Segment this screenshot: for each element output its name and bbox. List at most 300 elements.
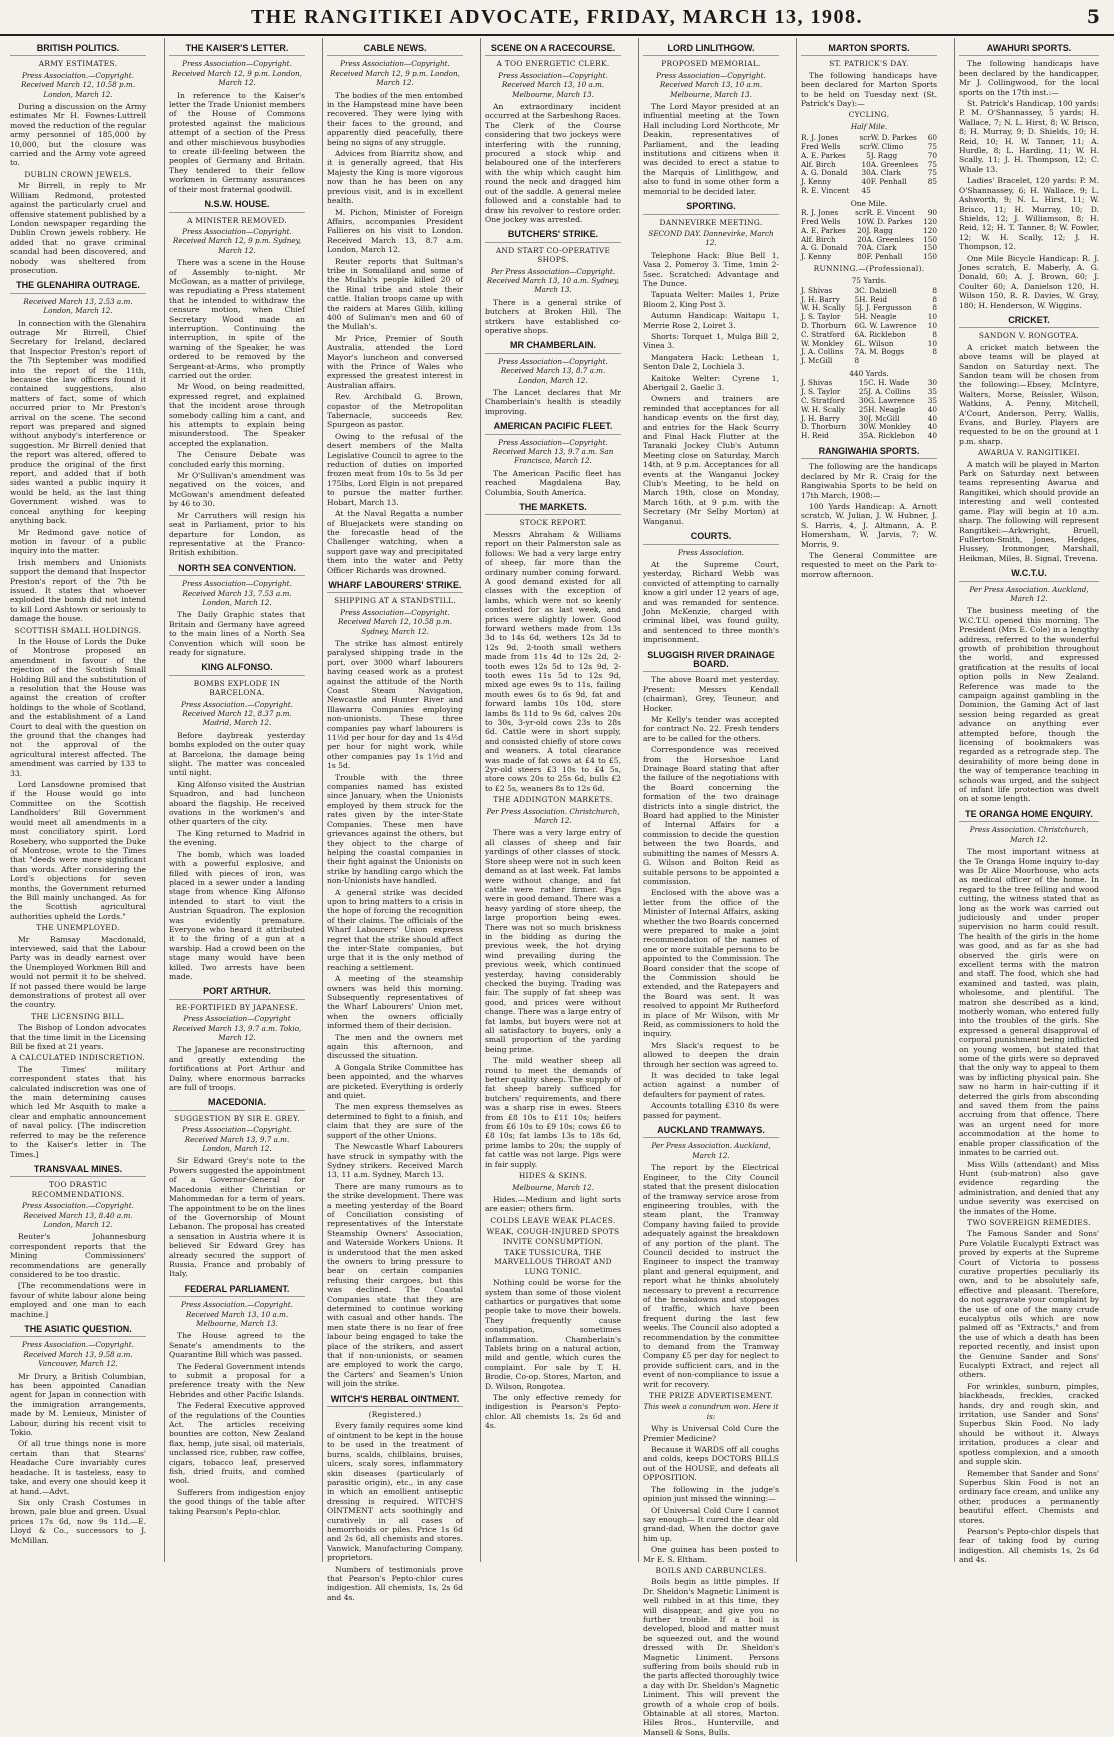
handicap-mark: 30 [858, 422, 869, 432]
article-paragraph: Owing to the refusal of the desert members of the Malta Legislative Council to agree to the reduction of duties on imported frozen meat from 10s to 5s 3d per 175lbs, Lord Elgin is not prepared to pursue the matter further. Hobart, March 13. [327, 431, 463, 507]
competitor-name: J. Kenny [801, 177, 832, 187]
handicap-mark: 40 [927, 431, 937, 441]
article-paragraph: The bomb, which was loaded with a powerful explosive, and filled with pieces of iron, was placed in a sewer under a landing stage from whence King Alfonso intended to start to visit the Austrian Squadron. The explosion was evidently premature. Everyone who heard it attributed it to the firing of a gun at a warship. Had a crowd been on the stage many would have been killed. Two arrests have been made. [169, 849, 305, 981]
article-paragraph: The Japanese are reconstructing and greatly extending the fortifications at Port Arthur and Dalny, where enormous barracks are full of troops. [169, 1045, 305, 1093]
article-paragraph: The Famous Sander and Sons' Pure Volatile Eucalypti Extract was proved by experts at the Supreme Court of Victoria to possess curative properties peculiarly its own, and to be absolutely safe, effective and pleasant. Therefore, do not aggravate your complaint by the use of one of the many crude eucalyptus oils which are now palmed off as "Extracts," and from the use of which a death has been reported recently, and insist upon the Genuine Sander and Sons' Eucalypti Extract, and reject all others. [959, 1229, 1099, 1380]
article-paragraph: For wrinkles, sunburn, pimples, blackheads, freckles, cracked hands, dry and rough skin, and irritation, use Sander and Sons' Superbus Skin Food. No lady should be without it. Always irritation, produces a clear and spotless complexion, and a smooth and supple skin. [959, 1381, 1099, 1467]
article-headline: THE KAISER'S LETTER. [169, 44, 305, 56]
competitor-name: W. D. Parkes [866, 217, 913, 227]
article [485, 795, 621, 1169]
article-headline: SLUGGISH RIVER DRAINAGE BOARD. [643, 651, 779, 673]
article-byline: Press Association.—Copyright. Received March 12, 10.58 p.m. London, March 12. [20, 70, 136, 99]
article [959, 569, 1099, 804]
competitor-name: A. Greenlees [866, 234, 914, 244]
article [169, 987, 305, 1092]
article-paragraph: Autumn Handicap: Waitapu 1, Merrie Rose 2, Loiret 3. [643, 311, 779, 330]
article-byline: Per Press Association—Copyright. Received March 13, 10 a.m. Sydney, March 13. [486, 266, 620, 295]
competitor-name: D. Thorburn [801, 321, 847, 331]
article-headline: NORTH SEA CONVENTION. [169, 564, 305, 576]
article-paragraph: Sufferers from indigestion enjoy the good things of the table after taking Pearson's Pepto-chlor. [169, 1487, 305, 1516]
article-paragraph: One Mile Bicycle Handicap: R. J. Jones scratch, E. Maberly, A. G. Donald, 60; A. J. Brown, 60; J. Coulter 60; A. Danielson 120, H. Wilson 150, R. R. Davies, W. Gray, 180; H. Henderson, W. Wiggins. [959, 253, 1099, 310]
handicap-mark: 75 [927, 142, 937, 152]
article-subheading: ARMY ESTIMATES. [38, 59, 118, 69]
handicap-mark: 5 [854, 303, 860, 313]
article-subheading: THE LICENSING BILL. [31, 1011, 125, 1021]
competitor-name: H. Reid [801, 431, 829, 441]
article-subheading: DANNEVIRKE MEETING. [659, 217, 763, 227]
article-subheading: SCOTTISH SMALL HOLDINGS. [14, 625, 142, 635]
article-headline: TRANSVAAL MINES. [10, 1165, 146, 1177]
article [485, 44, 621, 224]
article-subheading: THE ADDINGTON MARKETS. [493, 795, 613, 805]
table-caption: One Mile. [850, 198, 888, 208]
article-subheading: AWARUA V. RANGITIKEI. [977, 448, 1081, 458]
handicap-mark: 75 [927, 159, 937, 169]
article-byline: SECOND DAY. Dannevirke, March 12. [648, 228, 774, 248]
article-paragraph: There is a general strike of butchers at Broken Hill. The strikers have established co-operative shops. [485, 297, 621, 335]
article-paragraph: A general strike was decided upon to bring matters to a crisis in the hope of forcing the recognition of their claims. The officials of the Wharf Labourers' Union express regret that the strike should affect the inter-State companies, but urge that it is the only method of reaching a settlement. [327, 887, 463, 972]
article-paragraph: An extraordinary incident occurred at the Sarbeshong Races. The Clerk of the Course considering that two jockeys were interfering with the running, procured a stock whip and belaboured one of the interferers with the whip which caught him round the neck and dragged him out of the saddle. A general melee followed and a constable had to draw his revolver to restore order. One jockey was arrested. [485, 102, 621, 224]
article [643, 44, 779, 196]
competitor-name: Fred Wells [801, 142, 841, 152]
article-paragraph: Correspondence was received from the Horseshoe Land Drainage Board stating that after the failure of the negotiations with the Board concerning the formation of the two drainage districts into a single district, the Board had applied to the Minister of Internal Affairs for a commission to decide the question between the two Boards, and submitting the names of Messrs A. G. Wilson and Bolton Reid as suitable persons to be appointed a commission. [643, 745, 779, 886]
competitor-name: A. M. Boggs [859, 347, 905, 357]
competitor-name: R. J. Jones [801, 133, 839, 143]
article [10, 170, 146, 275]
handicap-mark: 30 [861, 168, 871, 178]
article [959, 1218, 1099, 1565]
competitor-name: A. Ricklebon [859, 329, 906, 339]
competitor-name: Alf. Birch [801, 159, 836, 169]
competitor-name: J. A. Collins [868, 387, 911, 397]
article-paragraph: A match will be played in Marton Park on Saturday next between teams representing Awarua and Rangitikei, which should provide an interesting and well contested game. Play will begin at 10 a.m. sharp. The following will represent Rangitikei:—Arkwright, Bruell, Fullerton-Smith, Jones, Hedges, Hussey, Ironmonger, Marshall, Heikman, Miles, B. Signal, Trevena. [959, 459, 1099, 563]
article-paragraph: Of Universal Cold Cure I cannot say enough— It cured the dear old grand-dad, When the doctor gave him up. [643, 1505, 779, 1543]
article-subheading: AND START CO-OPERATIVE SHOPS. [495, 245, 611, 265]
handicap-mark: scr [855, 208, 867, 218]
article-paragraph: The General Committee are requested to meet on the Park to-morrow afternoon. [801, 551, 937, 579]
article-paragraph: Of all true things none is more certain than that Stearns' Headache Cure invariably cures headache. It is tasteless, easy to take, and every one should keep it at hand.—Advt. [10, 1439, 146, 1496]
article-paragraph: The following are the handicaps declared by Mr R. Craig for the Rangiwahia Sports to be held on 17th March, 1908:— [801, 462, 937, 500]
handicap-mark: 8 [854, 356, 860, 366]
article-paragraph: 100 Yards Handicap: A. Arnott scratch, W. Julian, J. W. Hubner, J. S. Harris, 4, J. Altmann, A. P. Homersham, W. Jarvis, 7; W. Morris, 9. [801, 502, 937, 549]
article-paragraph: Kaitoke Welter: Cyrene 1, Aberigail 2, Gaelic 3. [643, 373, 779, 392]
competitor-name: J. S. Taylor [801, 387, 841, 397]
article-subheading: STOCK REPORT. [519, 518, 587, 528]
competitor-name: J. Ragg [870, 150, 898, 160]
article-paragraph: Mr Wood, on being readmitted, expressed regret, and explained that the incident arose through somebody calling him a cant, and his attempts to explain being misunderstood. The Speaker accepted the explanation. [169, 382, 305, 448]
handicap-mark: scr [859, 142, 871, 152]
article-paragraph: Owners and trainers are reminded that acceptances for all handicap events on the first day, and entries for the Hack Scurry and Final Hack Flutter at the Taranaki Jockey Club's Autumn Meeting close on Saturday, March 14th, at 9 p.m. Acceptances for all events at the Wanganui Jockey Club's Meeting, to be held on March 19th, close on Monday, March 16th, at 9 p.m. with the Secretary (Mr Selby Morton) at Wanganui. [643, 394, 779, 526]
article-headline: PORT ARTHUR. [169, 987, 305, 999]
competitor-name: C. Stratford [801, 329, 845, 339]
article-subheading: A CALCULATED INDISCRETION. [11, 1053, 145, 1063]
article-byline: This week a conundrum won. Here it is: [643, 1402, 779, 1421]
handicap-row [801, 187, 937, 196]
article-subheading: COLDS LEAVE WEAK PLACES. [490, 1215, 616, 1225]
article-subheading: RE-FORTIFIED BY JAPANESE. [175, 1002, 299, 1012]
article-byline: Per Press Association. Auckland, March 12. [969, 584, 1089, 603]
article-paragraph: Mr Birrell, in reply to Mr William Redmond, protested against the particularly cruel and offensive statement published by a London newspaper regarding the Dublin Crown jewels robbery. He added that no grave criminal scandal had been discovered, and nobody was sheltered from prosecution. [10, 181, 146, 275]
article-headline: AMERICAN PACIFIC FLEET. [485, 422, 621, 434]
competitor-name: J. Kenny [801, 252, 832, 262]
competitor-name: A. Ricklebon [868, 431, 915, 441]
article [485, 1248, 621, 1431]
article [327, 44, 463, 575]
competitor-name: J. McGill [801, 356, 833, 366]
handicap-mark: 25 [858, 387, 869, 397]
competitor-name [859, 357, 926, 366]
article-paragraph: The men express themselves as determined to fight to a finish, and claim that they are sure of the support of the other Unions. [327, 1102, 463, 1140]
article-byline: Press Association—Copyright. Received March 13, 9.7 a.m. San Francisco, March 12. [492, 437, 614, 466]
competitor-name: W. Monkley [868, 422, 911, 432]
column-4 [480, 38, 625, 1562]
article-paragraph: The Daily Graphic states that Britain and Germany have agreed to the main lines of a North Sea Convention which will soon be ready for signature. [169, 610, 305, 657]
competitor-name: A. G. Donald [801, 168, 848, 178]
competitor-name: A. Clark [870, 168, 901, 178]
handicap-mark: 5 [854, 312, 860, 322]
article-paragraph: The business meeting of the W.C.T.U. opened this morning. The President (Mrs E. Cole) in a lengthy address, referred to the wonderful growth of prohibition throughout the world, and expressed gratification at the results of local option polls in New Zealand. Reference was made to the campaign against gambling in the Dominion, the Gaming Act of last session being regarded as great advance on anything ever attempted before, though the licensing of bookmakers was regarded as a retrograde step. The desirability of more being done in the way of temperance teaching in schools was urged, and the subject of infant life protection was dwelt on at some length. [959, 606, 1099, 804]
article-paragraph: Trouble with the three companies named has existed since January, when the Unionists employed by them struck for the rates given by the inter-State Companies. These men have grievances against the others, but they object to the charge of helping the coastal companies in their fight against the Unionists on strike by handling cargo which the non-Unionists have handled. [327, 772, 463, 886]
handicap-mark: 70 [927, 150, 937, 160]
article-paragraph: Before daybreak yesterday bombs exploded on the outer quay at Barcelona, the damage being slight. The matter was concealed until night. [169, 730, 305, 778]
article [485, 230, 621, 335]
article-paragraph: In the House of Lords the Duke of Montrose proposed an amendment in favour of the rejection of the Scottish Small Holding Bill and the substitution of a resolution that the House was against the creation of crofter holdings to the whole of Scotland, and the establishment of a Land Court to deal with the question on the ground that the changes had not the approval of the agricultural interest affected. The amendment was carried by 133 to 33. [10, 636, 146, 778]
page-number: 5 [1086, 6, 1100, 28]
article-byline: Press Association—Copyright Received March 13, 9.7 a.m. Tokio, March 12. [172, 1014, 302, 1042]
competitor-name: J. Ragg [866, 225, 893, 235]
article [327, 1395, 463, 1603]
article-byline: Per Press Association. Auckland, March 12. [651, 1141, 771, 1160]
article-byline: Press Association.—Copyright. Received March 13, 8.40 a.m. London, March 12. [22, 1201, 134, 1229]
article-headline: THE ASIATIC QUESTION. [10, 1325, 146, 1337]
article-paragraph: Ladies' Bracelet, 120 yards: P. M. O'Shannassey, 6; H. Wallace, 9; L. Ashworth, 9; N. L. Hirst, 11; W. Brisco, 11; H. Murray, 10; D. Shields, 12; J. Williamson, 8; H. Reid, 12; H. T. Tanner, 8; W. Fowler, 12; W. H. Scally, 12; J. H. Thompson, 12. [959, 176, 1099, 252]
column-5 [638, 38, 783, 1737]
article-paragraph: Reuter reports that Sultman's tribe in Somaliland and some of the Mullah's people killed 20 of the Rinal tribe and stole their cattle. Italian troops came up with the raiders at Mares Gilib, killing 400 of Suliman's men and 60 of the Mullah's. [327, 256, 463, 332]
article [643, 1566, 779, 1737]
article-paragraph: At the Supreme Court, yesterday, Richard Webb was convicted of attempting to carnally know a girl under 12 years of age, and was remanded for sentence. John McKenzie, charged with criminal libel, was found guilty, and sentenced to three month's imprisonment. [643, 559, 779, 645]
article-subheading: TWO SOVEREIGN REMEDIES. [967, 1217, 1091, 1227]
table-caption: 440 Yards. [849, 369, 889, 378]
article [169, 200, 305, 558]
handicap-mark: 6 [854, 338, 860, 348]
competitor-name [871, 187, 926, 196]
handicap-mark: 20 [857, 234, 867, 244]
article-paragraph: Boils begin as little pimples. If Dr. Sheldon's Magnetic Liniment is well rubbed in at this time, they will disappear, and give you no further trouble. If a boil is developed, blood and matter must be squeezed out, and the wound dressed with Dr. Sheldon's Magnetic Liniment. Persons suffering from boils should rub in the parts affected thoroughly twice a day with Dr. Sheldon's Magnetic Liniment. This will prevent the growth of a whole crop of boils. Obtainable at all stores, Marton. Hiles Bros., Hunterville, and Mansell & Sons, Bulls. [643, 1577, 779, 1737]
competitor-name: J. McGill [868, 413, 900, 423]
competitor-name: F. Penhall [870, 177, 907, 187]
handicap-mark: 40 [927, 404, 937, 414]
competitor-name: W. Climo [870, 142, 904, 152]
article-paragraph: Numbers of testimonials prove that Pearson's Pepto-chlor cures indigestion. All chemists, 1s, 2s 6d and 4s. [327, 1564, 463, 1602]
article-paragraph: It was decided to take legal action against a number of defaulters for payment of rates. [643, 1071, 779, 1099]
article-paragraph: The King returned to Madrid in the evening. [169, 828, 305, 848]
article [10, 1165, 146, 1319]
handicap-mark: 8 [932, 347, 937, 357]
competitor-name: J. J. Fergusson [859, 303, 912, 313]
article-paragraph: Mr Carruthers will resign his seat in Parliament, prior to his departure for London, as representative at the Franco-British exhibition. [169, 510, 305, 558]
article-headline: CABLE NEWS. [327, 44, 463, 56]
competitor-name: C. Stratford [801, 396, 845, 405]
article-paragraph: Hides.—Medium and light sorts are easier; others firm. [485, 1194, 621, 1214]
article-paragraph: The following handicaps have been declared by the handicapper, Mr J. Collingwood, for the local sports on the 17th inst.:— [959, 59, 1099, 97]
handicap-mark: 120 [923, 225, 937, 235]
article-paragraph: A cricket match between the above teams will be played at Sandon on Saturday next. The Sandon team will be chosen from the following:—Ebsey, McIntyre, Walters, Morse, Reissler, Wilson, Watkins, A. Penny, Mitchell, A'Court, Anderson, Perry, Wallis, Evans, and Burley. Players are requested to be on the ground at 1 p.m. sharp. [959, 342, 1099, 446]
article-headline: CRICKET. [959, 316, 1099, 328]
article-headline: TE ORANGA HOME ENQUIRY. [959, 810, 1099, 822]
article-paragraph: Mr Redmond gave notice of motion in favour of a public inquiry into the matter. [10, 527, 146, 556]
article-subheading: PROPOSED MEMORIAL. [661, 59, 761, 69]
article-paragraph: A meeting of the steamship owners was held this morning. Subsequently representatives of the Wharf Labourers' Union met, when the owners officially informed them of their decision. [327, 974, 463, 1031]
competitor-name: J. H. Barry [801, 413, 840, 423]
article [959, 448, 1099, 563]
article [327, 581, 463, 1389]
article-byline: Received March 13, 2.53 a.m. London, March 12. [23, 296, 133, 316]
article-byline: Press Association—Copyright. Received March 12, 9 p.m. London, March 12. [330, 59, 460, 88]
competitor-name: W. Monkley [801, 338, 844, 348]
competitor-name: Fred Wells [801, 217, 841, 227]
competitor-name: J. H. Barry [801, 294, 840, 304]
article-paragraph: King Alfonso visited the Austrian Squadron, and had luncheon aboard the flagship. He received ovations in the workmen's and other quarters of the city. [169, 779, 305, 827]
competitor-name: H. Neagle [868, 404, 906, 414]
handicap-mark: 15 [858, 378, 869, 388]
handicap-mark: 75 [927, 168, 937, 178]
article-headline: KING ALFONSO. [169, 663, 305, 675]
article-subheading: CYCLING. [848, 110, 890, 120]
article-paragraph: Six only Crash Costumes in brown, pale blue and green. Usual prices 17s 6d, now 9s 11d.—E. Lloyd & Co., successors to J. McMillan. [10, 1497, 146, 1545]
article [10, 1012, 146, 1052]
article [643, 532, 779, 644]
article-subheading: THE UNEMPLOYED. [36, 923, 120, 933]
competitor-name: G. W. Lawrence [859, 321, 917, 331]
article-subheading: ST. PATRICK'S DAY. [829, 59, 909, 69]
article-paragraph: Telephone Hack: Blue Bell 1, Vasa 2, Pomeroy 3. Time, 1min 2-5sec. Scratched: Advantage and The Dunce. [643, 250, 779, 288]
handicap-mark: 35 [927, 396, 937, 405]
article [10, 626, 146, 922]
article-paragraph: The Federal Government intends to submit a proposal for a preference treaty with the New Hebrides and other Pacific Islands. [169, 1361, 305, 1399]
article-paragraph: The bodies of the men entombed in the Hampstead mine have been recovered. They were lying with their faces to the ground, and apparently died peacefully, there being no signs of any struggle. [327, 90, 463, 147]
article [801, 110, 937, 131]
article-headline: MR CHAMBERLAIN. [485, 341, 621, 353]
handicap-mark: 3 [854, 285, 860, 295]
article [10, 1053, 146, 1158]
handicap-mark: 90 [927, 208, 937, 218]
article-paragraph: Why is Universal Cold Cure the Premier Medicine? [643, 1424, 779, 1443]
article-subheading: THE PRIZE ADVERTISEMENT. [649, 1391, 773, 1401]
article-byline: Press Association—Copyright. Received March 13, 10 a.m. Melbourne, March 13. [656, 70, 766, 99]
competitor-name: R. J. Jones [801, 208, 839, 218]
table-caption: 75 Yards. [851, 276, 887, 286]
article-paragraph: Because it WARDS off all coughs and colds, keeps DOCTORS BILLS out of the HOUSE, and defeats all OPPOSITION. [643, 1445, 779, 1483]
article-paragraph: The House agreed to the Senate's amendments to the Quarantine Bill which was passed. [169, 1331, 305, 1360]
newspaper-title: THE RANGITIKEI ADVOCATE, FRIDAY, MARCH 13, 1908. [250, 6, 864, 28]
handicap-mark [926, 187, 937, 196]
article-byline: Press Association. [677, 547, 745, 557]
article-headline: LORD LINLITHGOW. [643, 44, 779, 56]
article-byline: Per Press Association. Christchurch, March 12. [486, 806, 620, 826]
article-headline: SCENE ON A RACECOURSE. [485, 44, 621, 56]
handicap-mark: 25 [858, 404, 869, 414]
article [485, 1171, 621, 1214]
handicap-mark: 7 [854, 347, 860, 357]
article-paragraph: The above Board met yesterday. Present: Messrs Kendall (chairman), Grey, Teuneur, and Hocker. [643, 675, 779, 713]
article-paragraph: The American Pacific fleet has reached Magdalena Bay, Columbia, South America. [485, 468, 621, 497]
article-paragraph: The Times' military correspondent states that his calculated indiscretion was one of the main determining causes which led Mr Asquith to make a clear and emphatic announcement of naval policy. [The indiscretion referred to may be the reference to the Kaiser's letter in The Times.] [10, 1064, 146, 1159]
article-paragraph: The strike has almost entirely paralysed shipping trade in the port, over 3000 wharf labourers having ceased work as a protest against the attitude of the North Coast Steam Navigation, Newcastle and Hunter River and Illawarra Companies employing non-unionists. These three companies pay wharf labourers is 11½d per hour for day and 1s 4½d per hour for night work, while other companies pay 1s 1½d and 1s 5d. [327, 638, 463, 771]
article-paragraph: One guinea has been posted to Mr E. S. Eltham. [643, 1545, 779, 1564]
article-headline: N.S.W. HOUSE. [169, 200, 305, 212]
article-subheading: TOO DRASTIC RECOMMENDATIONS. [31, 1180, 125, 1199]
article-paragraph: Sir Edward Grey's note to the Powers suggested the appointment of a Governor-General for Macedonia either Christian or Mahommedan for a term of years. The appointment to be on the lines of the Governorship of Mount Lebanon. The proposal has created a sensation in Austria where it is believed Sir Edward Grey has already secured the support of Russia, France and probably of Italy. [169, 1156, 305, 1279]
article-paragraph: St. Patrick's Handicap, 100 yards: P. M. O'Shannassey, 5 yards; H. Wallace, 7; N. L. Hirst, 8; W. Brisco, 8; H. Murray, 9; D. Shields, 10; H. Reid, 10; H. W. Tanner, 11; A. Hurdle, 8; L. Harding, 11; W. H. Scally, 11; J. H. Thompson, 12; C. Whale 13. [959, 99, 1099, 174]
article-paragraph: Nothing could be worse for the system than some of those violent cathartics or purgatives that some people take to move their bowels. They frequently cause constipation, sometimes inflammation. Chamberlain's Tablets bring on a natural action, mild and gentle, which cures the complaint. For sale by T. H. Brodie, Co-op. Stores, Marton, and D. Wilson, Rongotea. [485, 1278, 621, 1391]
handicap-mark: 30 [858, 413, 869, 423]
article-byline: Press Association.—Copyright. Received March 12, 8.37 p.m. Madrid, March 12. [181, 699, 293, 728]
article-paragraph: Irish members and Unionists support the demand that Inspector Preston's report of the 7th be issued. It states that whoever exploded the bomb did not intend to kill Lord Ashtown or seriously to damage the house. [10, 557, 146, 624]
article-paragraph: The following handicaps have been declared for Marton Sports to be held on Tuesday next (St. Patrick's Day):— [801, 70, 937, 109]
article [485, 1227, 621, 1246]
competitor-name: Alf. Birch [801, 234, 836, 244]
article [485, 503, 621, 793]
article [643, 1391, 779, 1564]
article [169, 1285, 305, 1516]
article-paragraph: Mr Price, Premier of South Australia, attended the Lord Mayor's luncheon and conversed with the Prince of Wales who expressed the greatest interest in Australian affairs. [327, 333, 463, 390]
competitor-name: A. Clark [866, 243, 897, 253]
article-paragraph: Lord Lansdowne promised that if the House would go into Committee on the Scottish Landholders' Bill Government would meet all amendments in a most conciliatory spirit. Lord Rosebery, who supported the Duke of Montrose, wrote to the Times that "deeds were more significant than words. After considering the Lord's objections for seven months, the Government returned the Bill mainly unchanged. As for the Scottish agricultural authorities upheld the Lords." [10, 780, 146, 921]
article [643, 202, 779, 526]
handicap-table [801, 209, 937, 262]
handicap-mark: 30 [927, 378, 937, 388]
article [10, 1325, 146, 1545]
competitor-name: A. G. Donald [801, 243, 848, 253]
article-headline: RANGIWAHIA SPORTS. [801, 447, 937, 459]
article [169, 663, 305, 981]
article-headline: W.C.T.U. [959, 569, 1099, 581]
article-subheading: TAKE TUSSICURA, THE MARVELLOUS THROAT AND LUNG TONIC. [494, 1247, 612, 1276]
handicap-row [801, 253, 937, 262]
article [485, 1216, 621, 1225]
article-paragraph: Enclosed with the above was a letter from the office of the Minister of Internal Affairs, asking whether the two Boards concerned were prepared to make a joint recommendation of the names of one or more suitable persons to be appointed to the Commission. The Board consider that the scope of the Commission should be extended, and the Ratepayers and the Board was sent. It was resolved to appoint Mr Rutherford in place of Mr Wilson, with Mr Reid, as commissioners to hold the inquiry. [643, 888, 779, 1039]
competitor-name: A. Greenlees [870, 159, 919, 169]
competitor-name: H. Reid [859, 294, 887, 304]
article [801, 44, 937, 108]
article-paragraph: The Lord Mayor presided at an influential meeting at the Town Hall including Lord Northcote, Mr Deakin, representatives of Parliament, and the leading institutions and citizens when it was decided to erect a statue to the Marquis of Linlithgow, and also to fund in some other form a memorial to be decided later. [643, 102, 779, 196]
article-headline: THE GLENAHIRA OUTRAGE. [10, 281, 146, 293]
competitor-name: L. Wilson [859, 338, 894, 348]
article-byline: Press Association.—Copyright. Received March 13, 9.58 a.m. Vancouver, March 12. [22, 1340, 134, 1369]
article-paragraph: Mangatera Hack: Lethean 1, Senton Dale 2, Lochiela 3. [643, 352, 779, 372]
article-byline: Melbourne, March 12. [512, 1182, 594, 1192]
handicap-mark: 45 [861, 186, 871, 196]
article-headline: BUTCHERS' STRIKE. [485, 230, 621, 242]
handicap-mark: 85 [927, 177, 937, 187]
article-paragraph: The Lancet declares that Mr Chamberlain's health is steadily improving. [485, 388, 621, 416]
handicap-mark: 5 [854, 294, 860, 304]
column-7 [954, 38, 1103, 1565]
handicap-mark: 40 [861, 177, 871, 187]
handicap-table [801, 379, 937, 441]
handicap-mark: 6 [854, 321, 860, 331]
article-paragraph: Remember that Sander and Sons' Superbus Skin Food is not an ordinary face cream, and unlike any other, produces a permanently beautiful effect. Chemists and stores. [959, 1468, 1099, 1525]
article-headline: FEDERAL PARLIAMENT. [169, 1285, 305, 1297]
competitor-name: R. E. Vincent [866, 208, 915, 218]
handicap-mark: 150 [923, 243, 937, 253]
handicap-mark: 150 [923, 252, 937, 262]
article-paragraph: [The recommendations were in favour of white labour alone being employed and one man to each machine.] [10, 1281, 146, 1319]
article-headline: MACEDONIA. [169, 1098, 305, 1110]
competitor-name: W. H. Scally [801, 303, 846, 313]
article-byline: Press Association. Christchurch, March 12. [969, 825, 1089, 844]
article-byline: Press Association—Copyright. Received March 13, 7.53 a.m. London, March 12. [182, 579, 292, 607]
handicap-mark: 40 [927, 422, 937, 432]
article [643, 651, 779, 1121]
article-paragraph: Tapuata Welter: Mailes 1, Prize Bloom 2, King Post 3. [643, 290, 779, 309]
handicap-mark: 35 [858, 431, 869, 441]
article-paragraph: In reference to the Kaiser's letter the Trade Unionist members of the House of Commons protested against the malicious attempt of a section of the Press and other mischievous busybodies to create ill-feeling between the peoples of Germany and Britain. They tendered to their fellow workmen in Germany assurances of their most fraternal goodwill. [169, 90, 305, 194]
article-paragraph: Mr Drury, a British Columbian, has been appointed Canadian agent for Japan in connection with the immigration arrangements, made by M. Lemieux, Minister of Labour, during his recent visit to Tokio. [10, 1371, 146, 1438]
article-paragraph: Shorts: Torquet 1, Mulga Bill 2, Vinea 3. [643, 331, 779, 351]
masthead [0, 0, 1114, 36]
article-headline: COURTS. [643, 532, 779, 544]
article-paragraph: Mr Kelly's tender was accepted for contract No. 22. Fresh tenders are to be called for the others. [643, 715, 779, 743]
article-paragraph: Messrs Abraham & Williams report on their Palmerston sale as follows: We had a very large entry of sheep, far more than the ordinary number coming forward. A good demand existed for all classes with the exception of lambs, which were not so keenly contested for as last week, and prices were slightly lower. Good forward wethers made from 13s 3d to 14s 6d, wethers 12s 3d to 12s 9d, 2-tooth small wethers made from 11s 4d to 12s 2d, 2-tooth ewes 12s 5d to 12s 9d, 2-tooth ewes 11s 5d to 12s 9d, mixed age ewes 9s to 11s, failing mouth ewes 6s to 6s 9d, fat and forward lambs 10s 10d, store lambs 8s 11d to 9s 6d, calves 20s to 30s, 3-yr-old cows 23s to 28s 6d. Cattle were in short supply, and consisted chiefly of store cows and weaners. A total clearance was made of fat cows at £4 to £5, 2yr-old steers £3 10s to £4 5s, store cows 20s to 25s 6d, bulls £2 to £2 5s, weaners 8s to 12s 6d. [485, 529, 621, 793]
article-paragraph: In connection with the Glenahira outrage Mr Birrell, Chief Secretary for Ireland, declared that Inspector Preston's report of the 7th September was modified into the report of the 11th, because the law officers found it contained suggestions, also matters of fact, some of which occurred prior to Mr Preston's arrival on the scene. The second report was prepared and signed without anybody's interference or suggestion. Mr Birrell denied that the report was altered, offered to produce the original of the first report, and added that if both sides wanted a public inquiry it would be held, as the last thing Government wished was to conceal anything for keeping anything back. [10, 318, 146, 526]
article-subheading: BOMBS EXPLODE IN BARCELONA. [193, 678, 281, 698]
article-byline: Press Association—Copyright. Received March 12, 9 p.m. Sydney, March 12. [172, 226, 302, 255]
handicap-mark: 20 [857, 225, 867, 235]
article-headline: AWAHURI SPORTS. [959, 44, 1099, 56]
handicap-mark: 10 [927, 338, 937, 348]
article-paragraph: Reuter's Johannesburg correspondent reports that the Mining Commissioners' recommendations are generally considered to be too drastic. [10, 1232, 146, 1279]
article-subheading: SHIPPING AT A STANDSTILL. [334, 596, 456, 606]
article-headline: WHARF LABOURERS' STRIKE. [327, 581, 463, 593]
article-paragraph: Every family requires some kind of ointment to be kept in the house to be used in the treatment of burns, scalds, chilblains, bruises, ulcers, scaly sores, inflammatory skin diseases (particularly of parasitic origin), etc., in any case in which an emollient antiseptic dressing is required. WITCH'S OINTMENT acts soothingly and curatively in all cases of hemorrhoids or piles. Price 1s 6d and 2s 6d, all chemists and stores. Vanwick, Manufacturing Company, proprietors. [327, 1421, 463, 1563]
article-byline: Press Association—Copyright. Received March 13, 9.7 a.m. London, March 12. [182, 1125, 292, 1154]
article [959, 810, 1099, 1216]
section-subheading: RUNNING.—(Professional). [813, 264, 925, 274]
article-paragraph: The Censure Debate was concluded early this morning. [169, 450, 305, 469]
article-paragraph: There are many rumours as to the strike development. There was a meeting yesterday of the Board of Conciliation consisting of representatives of the Interstate Steamship Owners' Association, and Waterside Workers Unions. It is understood that the men asked the owners to bring pressure to bear on certain companies refusing their cargoes, but this was declined. The Coastal Companies state that they are determined to continue working with casual and other hands. The men state there is no fear of free labour being engaged to take the place of the strikers, and assert that if non-unionists, or seamen are employed to work the cargo, the Carters' and Seamen's Union will join the strike. [327, 1181, 463, 1389]
article [643, 1126, 779, 1389]
article-paragraph: The Newcastle Wharf Labourers have struck in sympathy with the Sydney strikers. Received March 13, 11 a.m. Sydney, March 13. [327, 1142, 463, 1180]
handicap-mark: 40 [927, 413, 937, 423]
handicap-mark: 10 [861, 159, 871, 169]
handicap-row [801, 432, 937, 441]
article-paragraph: The report by the Electrical Engineer, to the City Council stated that the present dislocation of the tramway service arose from engineering troubles, with the steam plant, the Tramway Company having failed to provide adequately against the breakdown of any portion of the plant. The Council decided to instruct the Engineer to inspect the tramway plant and general equipment, and report what he thinks absolutely necessary to prevent a recurrence of the breakdowns and stoppages of traffic, which have been frequent during the last few weeks. The Council also adopted a recommendation by the committee to demand from the Tramway Company £5 per day for neglect to provide sufficient cars, and in the event of non-compliance to issue a writ for recovery. [643, 1163, 779, 1389]
article-subheading: DUBLIN CROWN JEWELS. [24, 169, 132, 179]
article-byline: Press Association.—Copyright. Received March 13, 10 a.m. Melbourne, March 13. [181, 1300, 293, 1328]
column-1 [6, 38, 150, 1562]
handicap-mark: 8 [932, 285, 937, 295]
article-subheading: (Registered.) [368, 1410, 422, 1420]
competitor-name: J. A. Collins [801, 347, 844, 357]
article-byline: Half Mile. [850, 121, 888, 131]
handicap-mark: 10 [857, 217, 867, 227]
article-paragraph: There was a scene in the House of Assembly to-night. Mr McGowan, as a matter of privilege, was repudiating a Press statement that he intended to withdraw the censure motion, when Chief Secretary Wood made an interruption. Continuing the interruption, in spite of the warning of the Speaker, he was ordered to be removed by the Sergeant-at-Arms, who promptly carried out the order. [169, 258, 305, 380]
article-subheading: HIDES & SKINS. [518, 1171, 588, 1181]
competitor-name: H. Neagle [859, 312, 897, 322]
article-subheading: WEAK, COUGH-INJURED SPOTS INVITE CONSUMPTION. [486, 1227, 620, 1246]
article-paragraph: During a discussion on the Army estimates Mr H. Fownes-Luttrell moved the reduction of the regular army personnel of 185,000 by 10,000, but the closure was carried and the Army vote agreed to. [10, 102, 146, 168]
article [10, 923, 146, 1010]
article [801, 447, 937, 579]
competitor-name: C. Dalziell [859, 285, 897, 295]
article-subheading: A TOO ENERGETIC CLERK. [496, 59, 610, 69]
article-paragraph: Mrs Slack's request to be allowed to deepen the drain through her section was agreed to. [643, 1040, 779, 1069]
competitor-name: W. D. Parkes [870, 133, 917, 143]
article-paragraph: The Federal Executive approved of the regulations of the Counties Act. The articles receiving bounties are cotton, New Zealand flax, hemp, jute sisal, oil materials, unclassed rice, rubber, raw coffee, cigars, tobacco leaf, preserved fish, dried fruits, and combed wool. [169, 1401, 305, 1486]
competitor-name: C. H. Wade [868, 378, 910, 388]
article-headline: THE MARKETS. [485, 503, 621, 515]
